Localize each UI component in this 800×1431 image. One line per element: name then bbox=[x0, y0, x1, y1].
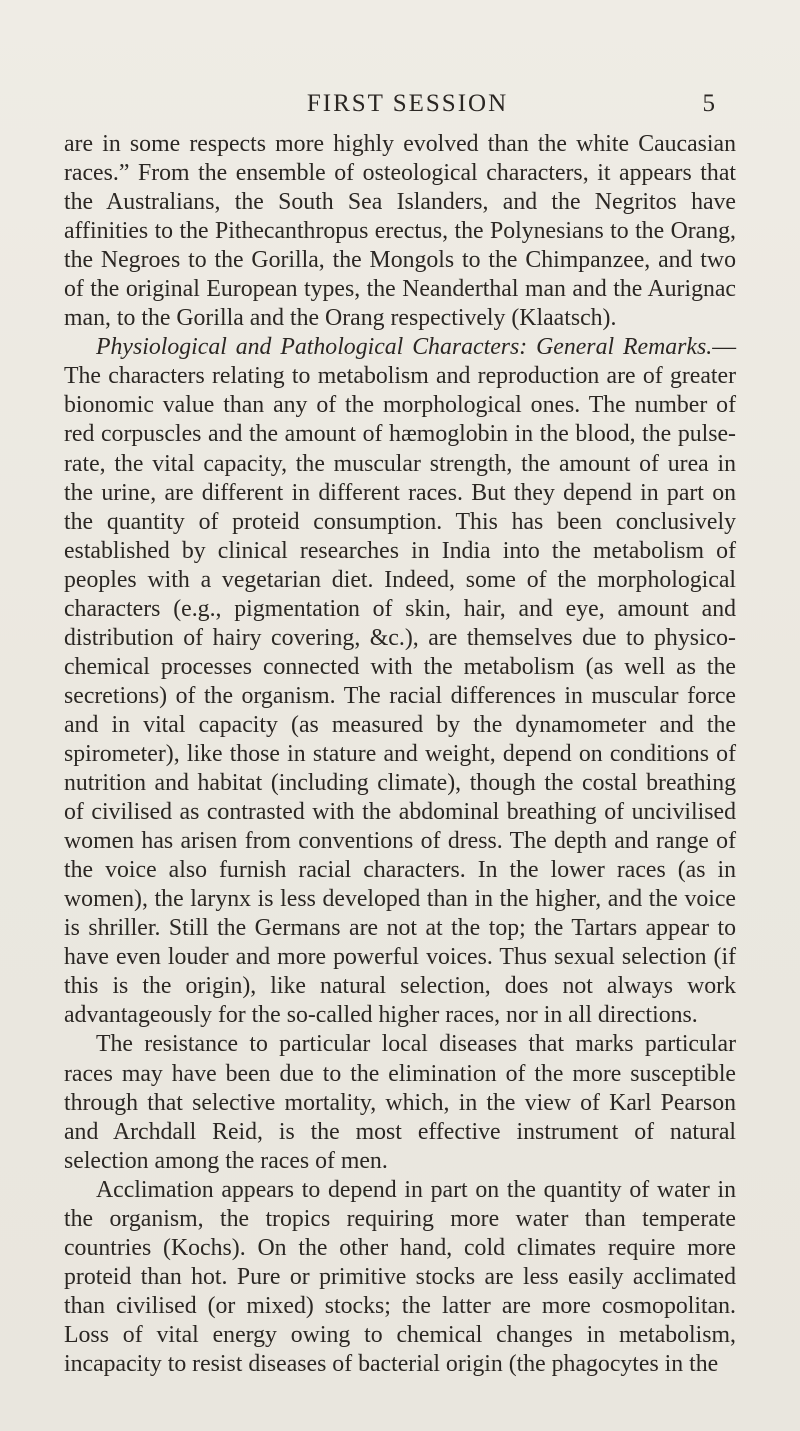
paragraph-4: Acclimation appears to depend in part on the quantity of water in the organism, the tropics requiring more water than temperate countries (Kochs). On the other hand, cold climates require more proteid than hot. Pure or primitive stocks are less easily acclimated than civilised (or mixed) stocks; the latter are more cosmopolitan. Loss of vital energy owing to chemical changes in metabolism, incapacity to resist diseases of bacterial origin (the phagocytes in the bbox=[64, 1176, 736, 1377]
body-text bbox=[64, 130, 736, 1379]
paragraph-2-text: —The characters relating to metabolism and reproduction are of greater bionomic value than any of the morphological ones. The number of red corpuscles and the amount of hæmoglobin in the blood, the pulse-rate, the vital capacity, the muscular strength, the amount of urea in the urine, are different in different races. But they depend in part on the quantity of proteid consumption. This has been conclusively established by clinical researches in India into the metabolism of peoples with a vegetarian diet. Indeed, some of the morphological characters (e.g., pigmentation of skin, hair, and eye, amount and distribution of hairy covering, &c.), are themselves due to physico-chemical processes connected with the metabolism (as well as the secretions) of the organism. The racial differences in muscular force and in vital capacity (as measured by the dynamometer and the spirometer), like those in stature and weight, depend on conditions of nutrition and habitat (including climate), though the costal breathing of civilised as contrasted with the abdominal breathing of uncivilised women has arisen from conventions of dress. The depth and range of the voice also furnish racial characters. In the lower races (as in women), the larynx is less developed than in the higher, and the voice is shriller. Still the Germans are not at the top; the Tartars appear to have even louder and more powerful voices. Thus sexual selection (if this is the origin), like natural selection, does not always work advantageously for the so-called higher races, nor in all directions. bbox=[64, 334, 736, 1029]
running-head: FIRST SESSION bbox=[306, 90, 509, 117]
paragraph-1: are in some respects more highly evolved than the white Caucasian races.” From the ensemble of osteological characters, it appears that the Australians, the South Sea Islanders, and the Negritos have affinities to the Pithecanthropus erectus, the Polynesians to the Orang, the Negroes to the Gorilla, the Mongols to the Chimpanzee, and two of the original European types, the Neanderthal man and the Aurignac man, to the Gorilla and the Orang respectively (Klaatsch). bbox=[64, 131, 736, 332]
paragraph-3: The resistance to particular local diseases that marks particular races may have been due to the elimination of the more susceptible through that selective mortality, which, in the view of Karl Pearson and Archdall Reid, is the most effective instrument of natural selection among the races of men. bbox=[64, 1031, 736, 1174]
section-heading: Physiological and Pathological Characters: General Remarks. bbox=[96, 334, 713, 361]
paragraph-2 bbox=[64, 333, 736, 1030]
page-number: 5 bbox=[702, 90, 715, 117]
page-header bbox=[100, 90, 715, 124]
